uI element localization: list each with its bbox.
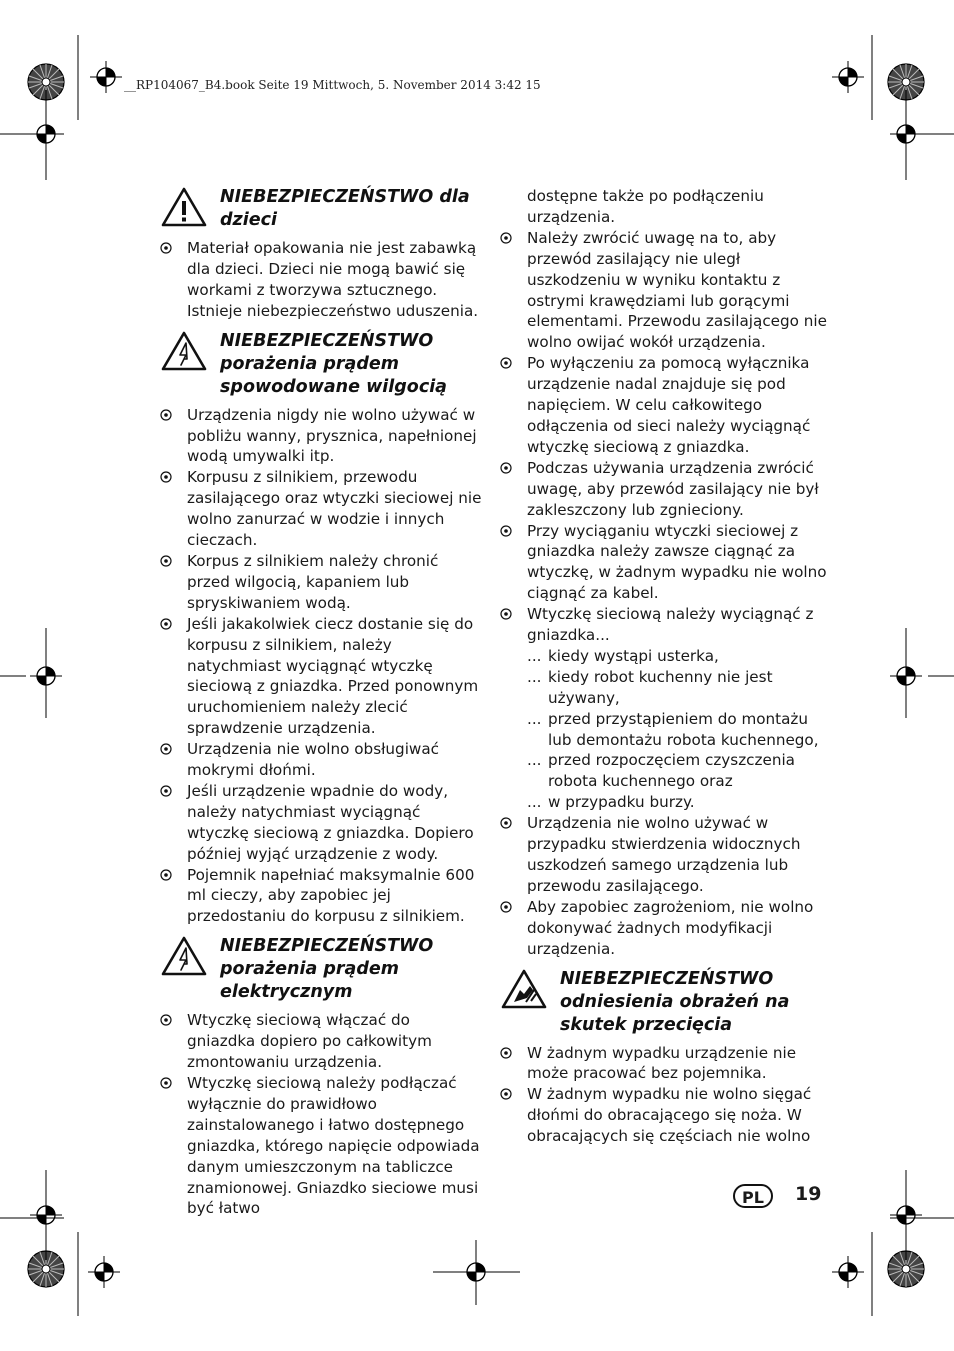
list-item: Aby zapobiec zagrożeniom, nie wolno dokonywać żadnych modyfikacji urządzenia. — [500, 897, 830, 960]
bullet-icon — [160, 743, 172, 755]
list-item: Urządzenia nie wolno obsługiwać mokrymi dłońmi. — [160, 739, 482, 781]
bullet-icon — [500, 232, 512, 244]
section-title: NIEBEZPIECZEŃSTWO dla dzieci — [220, 187, 470, 230]
bullet-icon — [160, 1014, 172, 1026]
list-item: W żadnym wypadku urządzenie nie może pracować bez pojemnika. — [500, 1043, 830, 1085]
print-header: __RP104067_B4.book Seite 19 Mittwoch, 5. November 2014 3:42 15 — [124, 78, 541, 92]
bullet-icon — [160, 409, 172, 421]
bullet-icon — [500, 901, 512, 913]
bullet-icon — [500, 1047, 512, 1059]
bullet-icon — [160, 555, 172, 567]
list-item: Jeśli jakakolwiek ciecz dostanie się do korpusu z silnikiem, należy natychmiast wyciągnąć wtyczkę sieciową z gniazdka. Przed ponownym uruchomieniem należy zlecić sprawdzenie urządzenia. — [160, 614, 482, 739]
bullet-icon — [500, 462, 512, 474]
bullet-icon — [160, 785, 172, 797]
bullet-icon — [500, 525, 512, 537]
list-item: Podczas używania urządzenia zwrócić uwagę, aby przewód zasilający nie był zakleszczony lub zgnieciony. — [500, 458, 830, 521]
bullet-icon — [160, 1077, 172, 1089]
list-item: Pojemnik napełniać maksymalnie 600 ml cieczy, aby zapobiec jej przedostaniu do korpusu z silnikiem. — [160, 865, 482, 928]
language-badge: PL — [733, 1184, 773, 1208]
list-item: Materiał opakowania nie jest zabawką dla dzieci. Dzieci nie mogą bawić się workami z tworzywa sztucznego. Istnieje niebezpieczeństwo uduszenia. — [160, 238, 482, 322]
list-item: Korpusu z silnikiem, przewodu zasilającego oraz wtyczki sieciowej nie wolno zanurzać w wodzie i innych cieczach. — [160, 467, 482, 551]
warning-section-children — [160, 186, 482, 232]
electric-shock-warning-icon — [160, 935, 208, 977]
left-column — [160, 186, 482, 1219]
list-item: Jeśli urządzenie wpadnie do wody, należy natychmiast wyciągnąć wtyczkę sieciową z gniazdka. Dopiero później wyjąć urządzenie z wody. — [160, 781, 482, 865]
section-title: NIEBEZPIECZEŃSTWO porażenia prądem spowodowane wilgocią — [220, 330, 447, 397]
bullet-icon — [500, 357, 512, 369]
list-item: Wtyczkę sieciową należy podłączać wyłącznie do prawidłowo zainstalowanego i łatwo dostępnego gniazdka, którego napięcie odpowiada danym umieszczonym na tabliczce znamionowej. Gniazdko sieciowe musi być łatwo — [160, 1073, 482, 1219]
bullet-icon — [160, 242, 172, 254]
sub-list-item: ... przed przystąpieniem do montażu lub demontażu robota kuchennego, — [527, 709, 819, 749]
bullet-icon — [160, 471, 172, 483]
sub-list-item: ... kiedy wystąpi usterka, — [527, 646, 719, 665]
bullet-icon — [160, 618, 172, 630]
list-item: Korpus z silnikiem należy chronić przed wilgocią, kapaniem lub spryskiwaniem wodą. — [160, 551, 482, 614]
right-column — [500, 186, 830, 1147]
sub-list-item: ... w przypadku burzy. — [527, 793, 695, 812]
page-number: 19 — [795, 1183, 822, 1205]
list-item: Urządzenia nigdy nie wolno używać w pobliżu wanny, prysznica, napełnionej wodą umywalki itp. — [160, 405, 482, 468]
list-item: Wtyczkę sieciową należy wyciągnąć z gniazdka... — [500, 604, 830, 646]
sub-list-item: ... przed rozpoczęciem czyszczenia robota kuchennego oraz — [527, 751, 795, 791]
list-item: W żadnym wypadku nie wolno sięgać dłońmi do obracającego się noża. W obracających się częściach nie wolno — [500, 1084, 830, 1147]
continued-text: dostępne także po podłączeniu urządzenia. — [527, 187, 764, 226]
warning-section-electric — [160, 935, 482, 1004]
list-item: Wtyczkę sieciową włączać do gniazdka dopiero po całkowitym zmontowaniu urządzenia. — [160, 1010, 482, 1073]
list-item: Po wyłączeniu za pomocą wyłącznika urządzenie nadal znajduje się pod napięciem. W celu całkowitego odłączenia od sieci należy wyciągnąć wtyczkę sieciową z gniazdka. — [500, 353, 830, 458]
bullet-icon — [500, 817, 512, 829]
bullet-icon — [500, 608, 512, 620]
list-item: Przy wyciąganiu wtyczki sieciowej z gniazdka należy zawsze ciągnąć za wtyczkę, w żadnym wypadku nie wolno ciągnąć za kabel. — [500, 521, 830, 605]
list-item: Urządzenia nie wolno używać w przypadku stwierdzenia widocznych uszkodzeń samego urządzenia lub przewodu zasilającego. — [500, 813, 830, 897]
sub-list-item: ... kiedy robot kuchenny nie jest używany, — [527, 667, 773, 707]
section-title: NIEBEZPIECZEŃSTWO odniesienia obrażeń na skutek przecięcia — [560, 968, 790, 1035]
warning-section-cut — [500, 968, 830, 1037]
bullet-icon — [160, 869, 172, 881]
list-item: Należy zwrócić uwagę na to, aby przewód zasilający nie uległ uszkodzeniu w wyniku kontaktu z ostrymi krawędziami lub gorącymi elementami. Przewodu zasilającego nie wolno owijać wokół urządzenia. — [500, 228, 830, 353]
bullet-icon — [500, 1088, 512, 1100]
warning-exclamation-icon — [160, 186, 208, 228]
warning-section-moisture — [160, 330, 482, 399]
section-title: NIEBEZPIECZEŃSTWO porażenia prądem elektrycznym — [220, 936, 434, 1003]
electric-shock-warning-icon — [160, 330, 208, 372]
cut-hazard-warning-icon — [500, 968, 548, 1010]
